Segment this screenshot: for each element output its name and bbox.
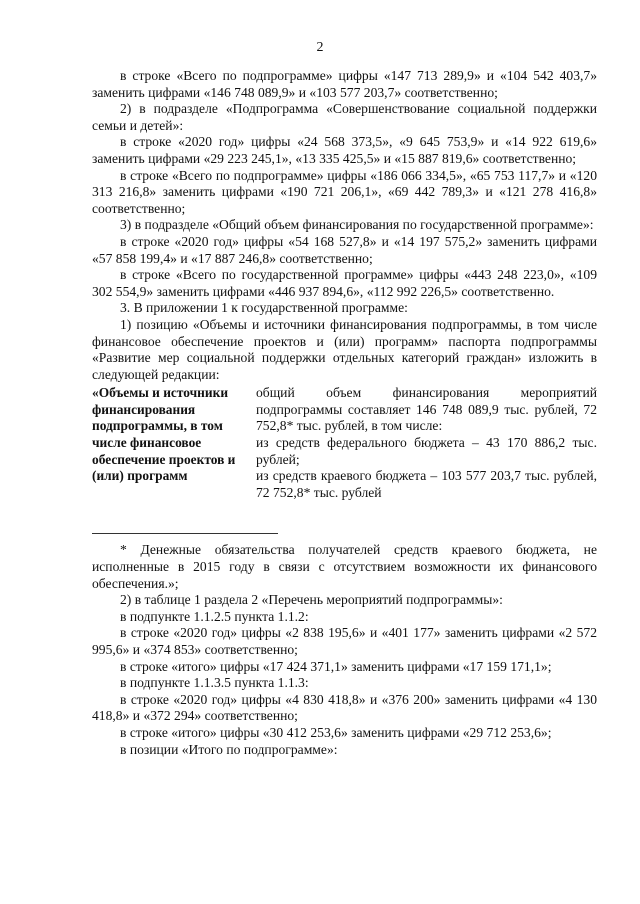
table-value-line: из средств федерального бюджета – 43 170 886,2 тыс. рублей; (256, 435, 597, 467)
footnote: * Денежные обязательства получателей средств краевого бюджета, не исполненные в 2015 году в связи с отсутствием возможности их финансового обеспечения.»; (92, 542, 597, 591)
paragraph: в строке «2020 год» цифры «24 568 373,5», «9 645 753,9» и «14 922 619,6» заменить цифрами «29 223 245,1», «13 335 425,5» и «15 887 819,6» соответственно; (92, 134, 597, 166)
paragraph: 2) в таблице 1 раздела 2 «Перечень мероприятий подпрограммы»: (120, 592, 503, 608)
paragraph: в строке «итого» цифры «17 424 371,1» заменить цифрами «17 159 171,1»; (120, 658, 552, 674)
paragraph: в строке «2020 год» цифры «2 838 195,6» и «401 177» заменить цифрами «2 572 995,6» и «374 853» соответственно; (92, 625, 597, 657)
paragraph: 2) в подразделе «Подпрограмма «Совершенствование социальной поддержки семьи и детей»: (92, 101, 597, 133)
paragraph: в строке «Всего по государственной программе» цифры «443 248 223,0», «109 302 554,9» заменить цифрами «446 937 894,6», «112 992 226,5» соответственно. (92, 267, 597, 299)
table-value-line: из средств краевого бюджета – 103 577 203,7 тыс. рублей, 72 752,8* тыс. рублей (256, 468, 597, 500)
paragraph: в подпункте 1.1.2.5 пункта 1.1.2: (120, 608, 309, 624)
paragraph: 1) позицию «Объемы и источники финансирования подпрограммы, в том числе финансовое обеспечение проектов и (или) программ» паспорта подпрограммы «Развитие мер социальной поддержки отдельных категорий граждан» изложить в следующей редакции: (92, 316, 597, 382)
paragraph: в строке «итого» цифры «30 412 253,6» заменить цифрами «29 712 253,6»; (120, 724, 552, 740)
paragraph: в позиции «Итого по подпрограмме»: (120, 741, 338, 757)
table-value-line: общий объем финансирования мероприятий подпрограммы составляет 146 748 089,9 тыс. рублей, 72 752,8* тыс. рублей, в том числе: (256, 385, 597, 434)
paragraph: 3) в подразделе «Общий объем финансирования по государственной программе»: (120, 217, 594, 233)
paragraph: в строке «2020 год» цифры «4 830 418,8» и «376 200» заменить цифрами «4 130 418,8» и «372 294» соответственно; (92, 691, 597, 724)
paragraph: в строке «2020 год» цифры «54 168 527,8» и «14 197 575,2» заменить цифрами «57 858 199,4» и «17 887 246,8» соответственно; (92, 233, 597, 266)
paragraph: в строке «Всего по подпрограмме» цифры «186 066 334,5», «65 753 117,7» и «120 313 216,8» заменить цифрами «190 721 206,1», «69 442 789,3» и «121 278 416,8» соответственно; (92, 167, 597, 216)
paragraph: в подпункте 1.1.3.5 пункта 1.1.3: (120, 675, 309, 691)
page-number: 2 (316, 40, 324, 55)
footnote-separator (92, 533, 278, 534)
table-row-label: «Объемы и источники финансирования подпрограммы, в том числе финансовое обеспечение проектов и (или) программ (92, 385, 236, 484)
document-body (92, 68, 597, 758)
passport-table (92, 385, 597, 501)
paragraph: 3. В приложении 1 к государственной программе: (120, 300, 408, 316)
table-row-value (252, 385, 597, 501)
paragraph: в строке «Всего по подпрограмме» цифры «147 713 289,9» и «104 542 403,7» заменить цифрами «146 748 089,9» и «103 577 203,7» соответственно; (92, 68, 597, 100)
